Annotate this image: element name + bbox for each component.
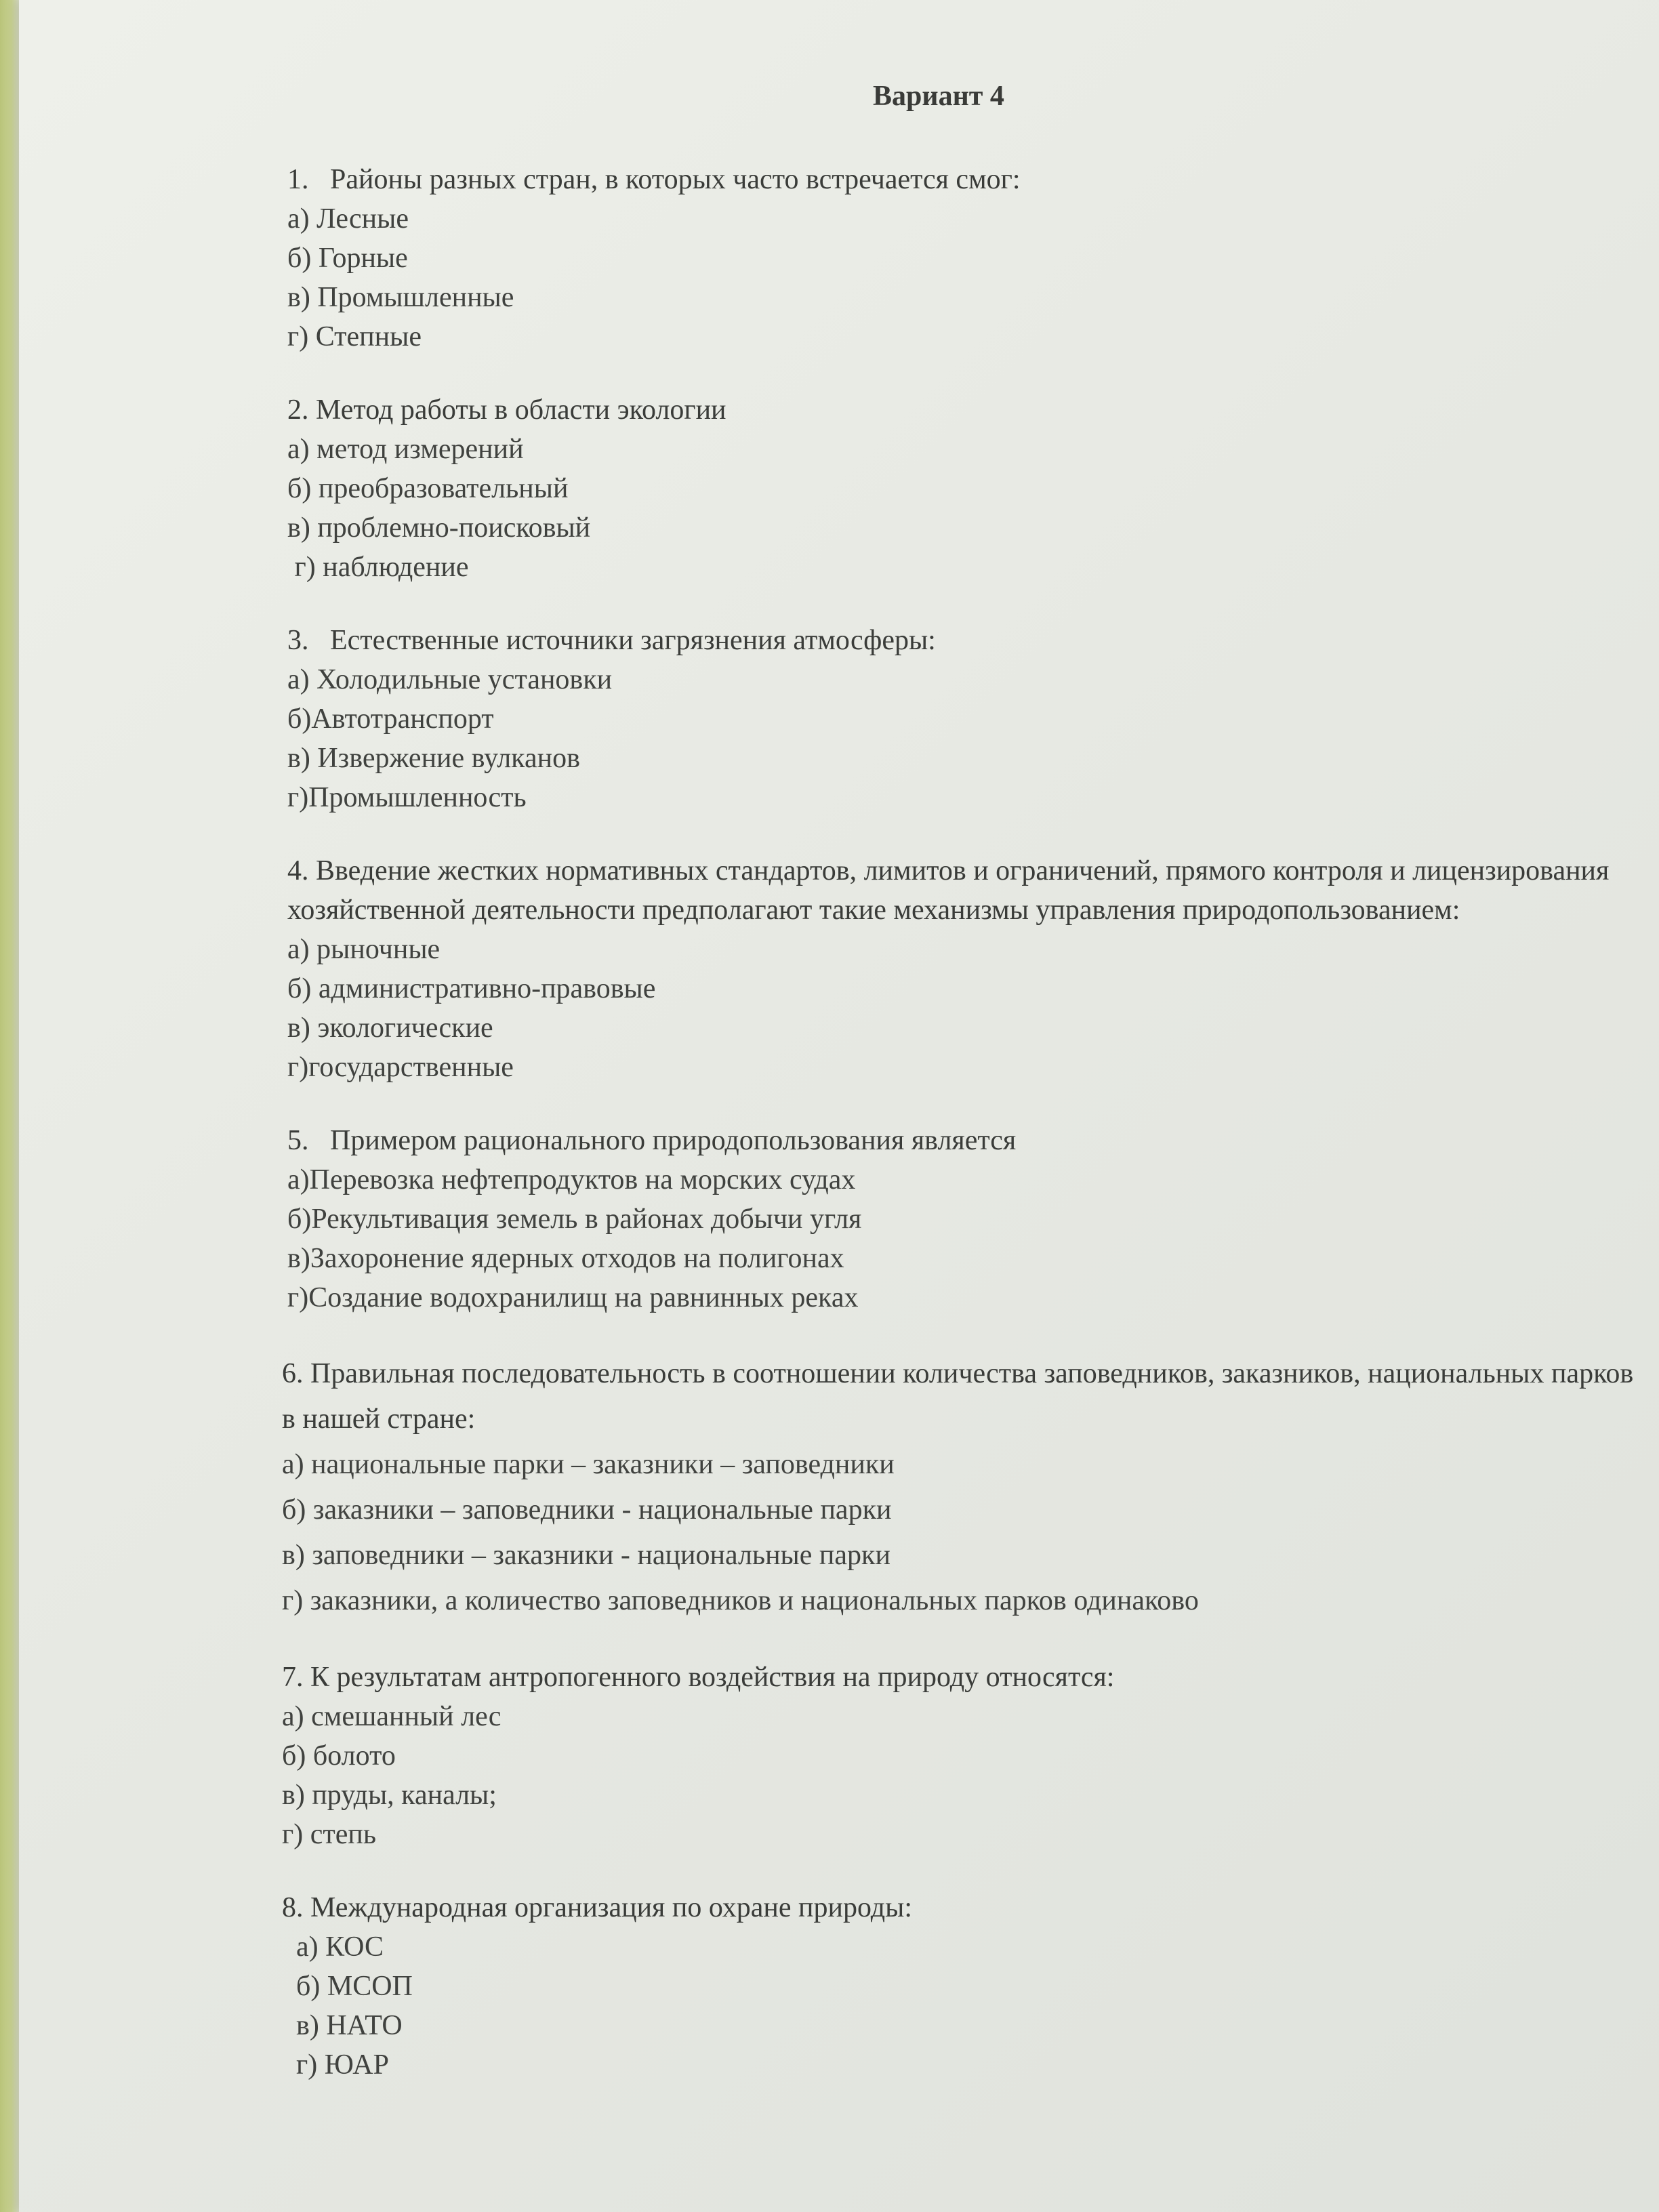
answer-option: а) Лесные <box>287 203 409 234</box>
answer-option: в) Извержение вулканов <box>287 743 580 774</box>
question-text: 4. Введение жестких нормативных стандартов, лимитов и ограничений, прямого контроля и лицензирования хозяйственной деятельности предполагают такие механизмы управления природопользованием: <box>287 855 1616 926</box>
question-text: 8. Международная организация по охране природы: <box>282 1892 913 1923</box>
answer-option: в) НАТО <box>282 2010 403 2041</box>
answer-option: а) национальные парки – заказники – заповедники <box>282 1449 895 1480</box>
answer-option: в) экологические <box>287 1012 493 1044</box>
question-4 <box>282 851 1637 1087</box>
question-list <box>282 160 1641 2118</box>
answer-option: г)Промышленность <box>287 782 527 813</box>
document-title: Вариант 4 <box>873 81 1004 112</box>
answer-option: а) смешанный лес <box>282 1701 501 1732</box>
question-text: 2. Метод работы в области экологии <box>287 394 726 426</box>
answer-option: в) проблемно-поисковый <box>287 512 591 544</box>
answer-option: в) пруды, каналы; <box>282 1780 497 1811</box>
answer-option: б) заказники – заповедники - национальные парки <box>282 1494 892 1525</box>
answer-option: б) преобразовательный <box>287 473 569 504</box>
answer-option: а) Холодильные установки <box>287 664 613 695</box>
answer-option: а) рыночные <box>287 934 441 965</box>
answer-option: г) заказники, а количество заповедников и национальных парков одинаково <box>282 1585 1199 1616</box>
question-text: 1. Районы разных стран, в которых часто встречается смог: <box>287 164 1021 195</box>
answer-option: а)Перевозка нефтепродуктов на морских судах <box>287 1164 856 1195</box>
page-edge-strip <box>0 0 19 2212</box>
question-8 <box>282 1888 1637 2085</box>
question-2 <box>282 390 1637 587</box>
answer-option: а) метод измерений <box>287 434 524 465</box>
answer-option: а) КОС <box>282 1931 384 1963</box>
answer-option: б) МСОП <box>282 1971 413 2002</box>
answer-option: г) ЮАР <box>282 2049 389 2081</box>
answer-option: б) административно-правовые <box>287 973 656 1004</box>
question-6 <box>282 1351 1641 1624</box>
answer-option: б) болото <box>282 1740 396 1771</box>
question-3 <box>282 621 1637 817</box>
answer-option: г) степь <box>282 1819 376 1850</box>
question-1 <box>282 160 1637 356</box>
answer-option: г)государственные <box>287 1052 514 1083</box>
question-7 <box>282 1658 1637 1854</box>
answer-option: г)Создание водохранилищ на равнинных реках <box>287 1282 859 1313</box>
answer-option: в) заповедники – заказники - национальные парки <box>282 1540 890 1571</box>
answer-option: г) наблюдение <box>287 552 469 583</box>
answer-option: в)Захоронение ядерных отходов на полигонах <box>287 1243 844 1274</box>
question-text: 6. Правильная последовательность в соотношении количества заповедников, заказников, национальных парков в нашей стране: <box>282 1358 1641 1435</box>
answer-option: в) Промышленные <box>287 282 514 313</box>
answer-option: б) Горные <box>287 243 408 274</box>
question-text: 3. Естественные источники загрязнения атмосферы: <box>287 625 936 656</box>
answer-option: б)Рекультивация земель в районах добычи угля <box>287 1204 862 1235</box>
question-text: 5. Примером рационального природопользования является <box>287 1125 1017 1156</box>
question-text: 7. К результатам антропогенного воздействия на природу относятся: <box>282 1662 1115 1693</box>
answer-option: б)Автотранспорт <box>287 703 494 735</box>
document-paper <box>19 0 1659 2212</box>
question-5 <box>282 1121 1637 1317</box>
answer-option: г) Степные <box>287 321 422 352</box>
